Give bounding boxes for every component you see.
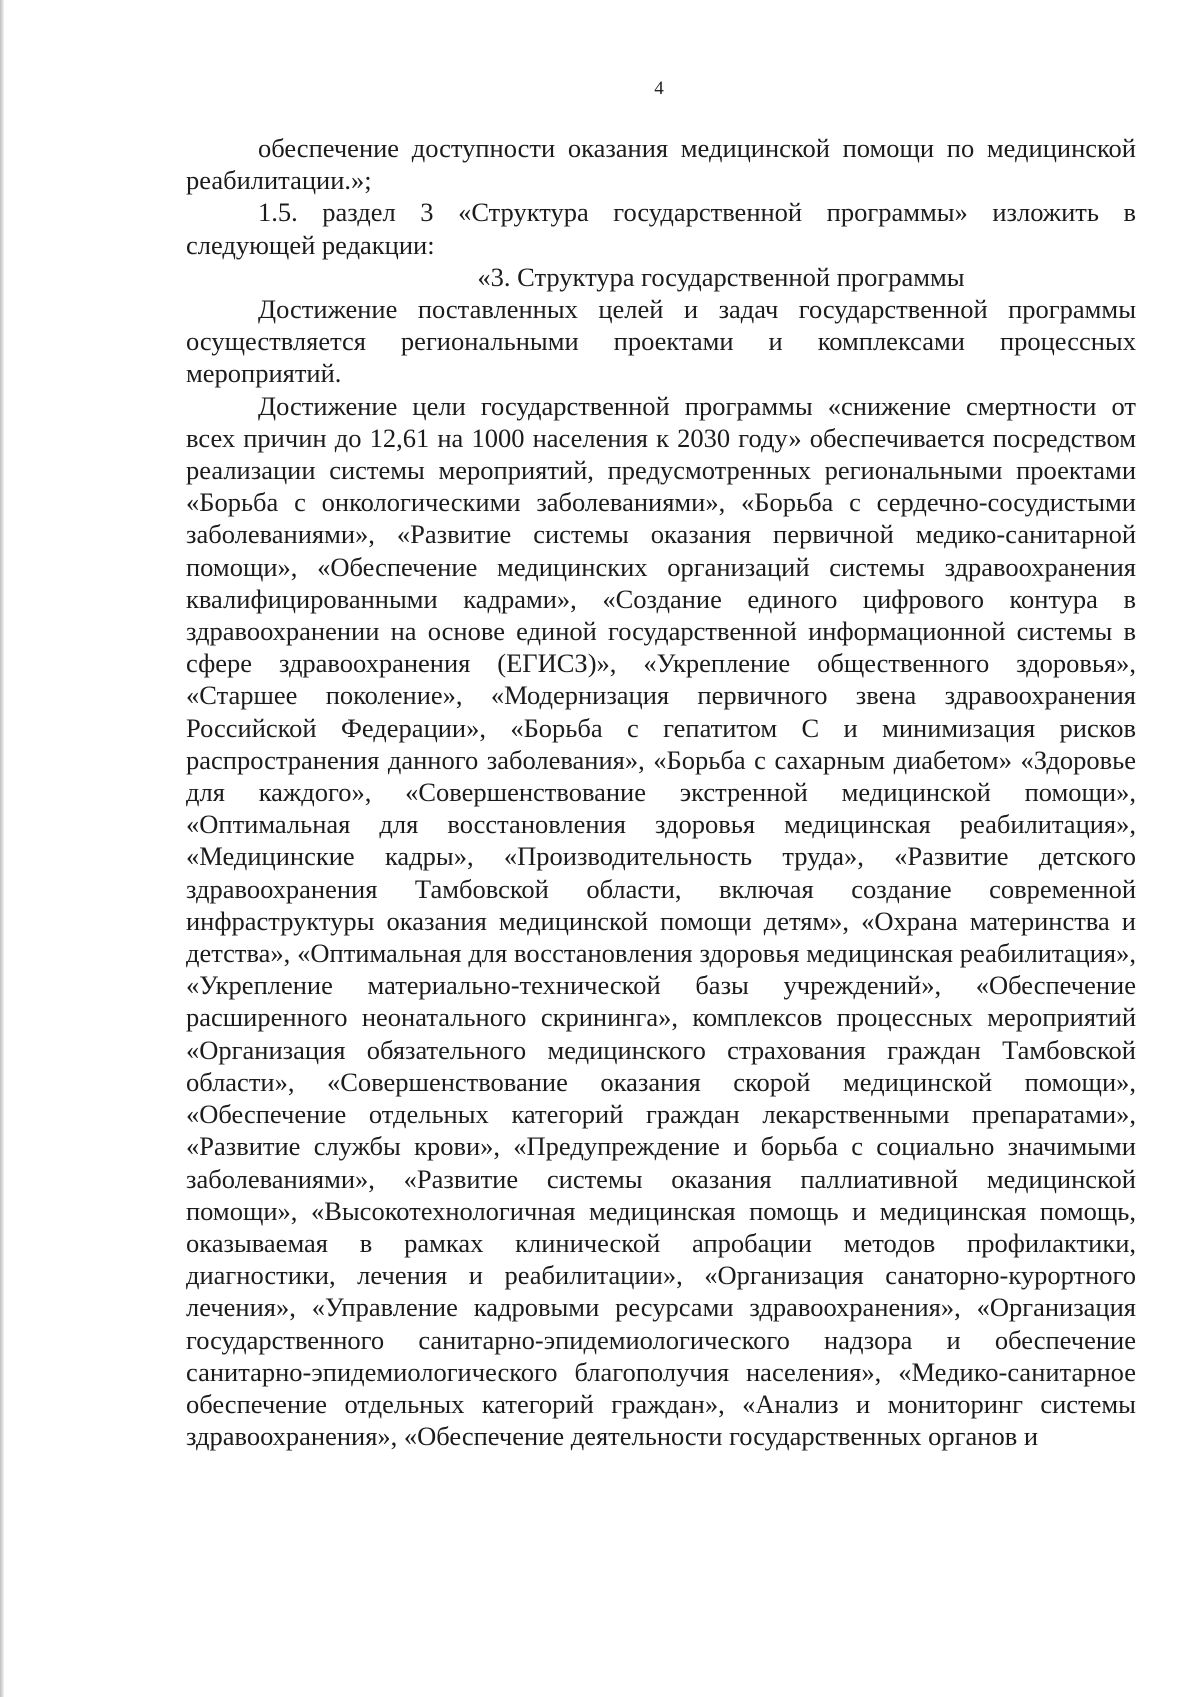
document-body <box>186 132 1136 1452</box>
page-number: 4 <box>654 78 664 99</box>
paragraph-goals-achievement: Достижение поставленных целей и задач государственной программы осуществляется региональными проектами и комплексами процессных мероприятий. <box>186 294 1136 389</box>
paragraph-rehabilitation-access: обеспечение доступности оказания медицинской помощи по медицинской реабилитации.»; <box>186 133 1136 196</box>
scan-edge <box>0 0 4 1697</box>
section-heading: «3. Структура государственной программы <box>477 261 965 292</box>
paragraph-regional-projects: Достижение цели государственной программы «снижение смертности от всех причин до 12,61 на 1000 населения к 2030 году» обеспечивается посредством реализации системы мероприятий, предусмотренных региональными проектами «Борьба с онкологическими заболеваниями», «Борьба с сердечно-сосудистыми заболеваниями», «Развитие системы оказания первичной медико-санитарной помощи», «Обеспечение медицинских организаций системы здравоохранения квалифицированными кадрами», «Создание единого цифрового контура в здравоохранении на основе единой государственной информационной системы в сфере здравоохранения (ЕГИСЗ)», «Укрепление общественного здоровья», «Старшее поколение», «Модернизация первичного звена здравоохранения Российской Федерации», «Борьба с гепатитом С и минимизация рисков распространения данного заболевания», «Борьба с сахарным диабетом» «Здоровье для каждого», «Совершенствование экстренной медицинской помощи», «Оптимальная для восстановления здоровья медицинская реабилитация», «Медицинские кадры», «Производительность труда», «Развитие детского здравоохранения Тамбовской области, включая создание современной инфраструктуры оказания медицинской помощи детям», «Охрана материнства и детства», «Оптимальная для восстановления здоровья медицинская реабилитация», «Укрепление материально-технической базы учреждений», «Обеспечение расширенного неонатального скрининга», комплексов процессных мероприятий «Организация обязательного медицинского страхования граждан Тамбовской области», «Совершенствование оказания скорой медицинской помощи», «Обеспечение отдельных категорий граждан лекарственными препаратами», «Развитие службы крови», «Предупреждение и борьба с социально значимыми заболеваниями», «Развитие системы оказания паллиативной медицинской помощи», «Высокотехнологичная медицинская помощь и медицинская помощь, оказываемая в рамках клинической апробации методов профилактики, диагностики, лечения и реабилитации», «Организация санаторно-курортного лечения», «Управление кадровыми ресурсами здравоохранения», «Организация государственного санитарно-эпидемиологического надзора и обеспечение санитарно-эпидемиологического благополучия населения», «Медико-санитарное обеспечение отдельных категорий граждан», «Анализ и мониторинг системы здравоохранения», «Обеспечение деятельности государственных органов и <box>186 390 1136 1452</box>
paragraph-amendment-1-5: 1.5. раздел 3 «Структура государственной программы» изложить в следующей редакции: <box>186 197 1136 260</box>
